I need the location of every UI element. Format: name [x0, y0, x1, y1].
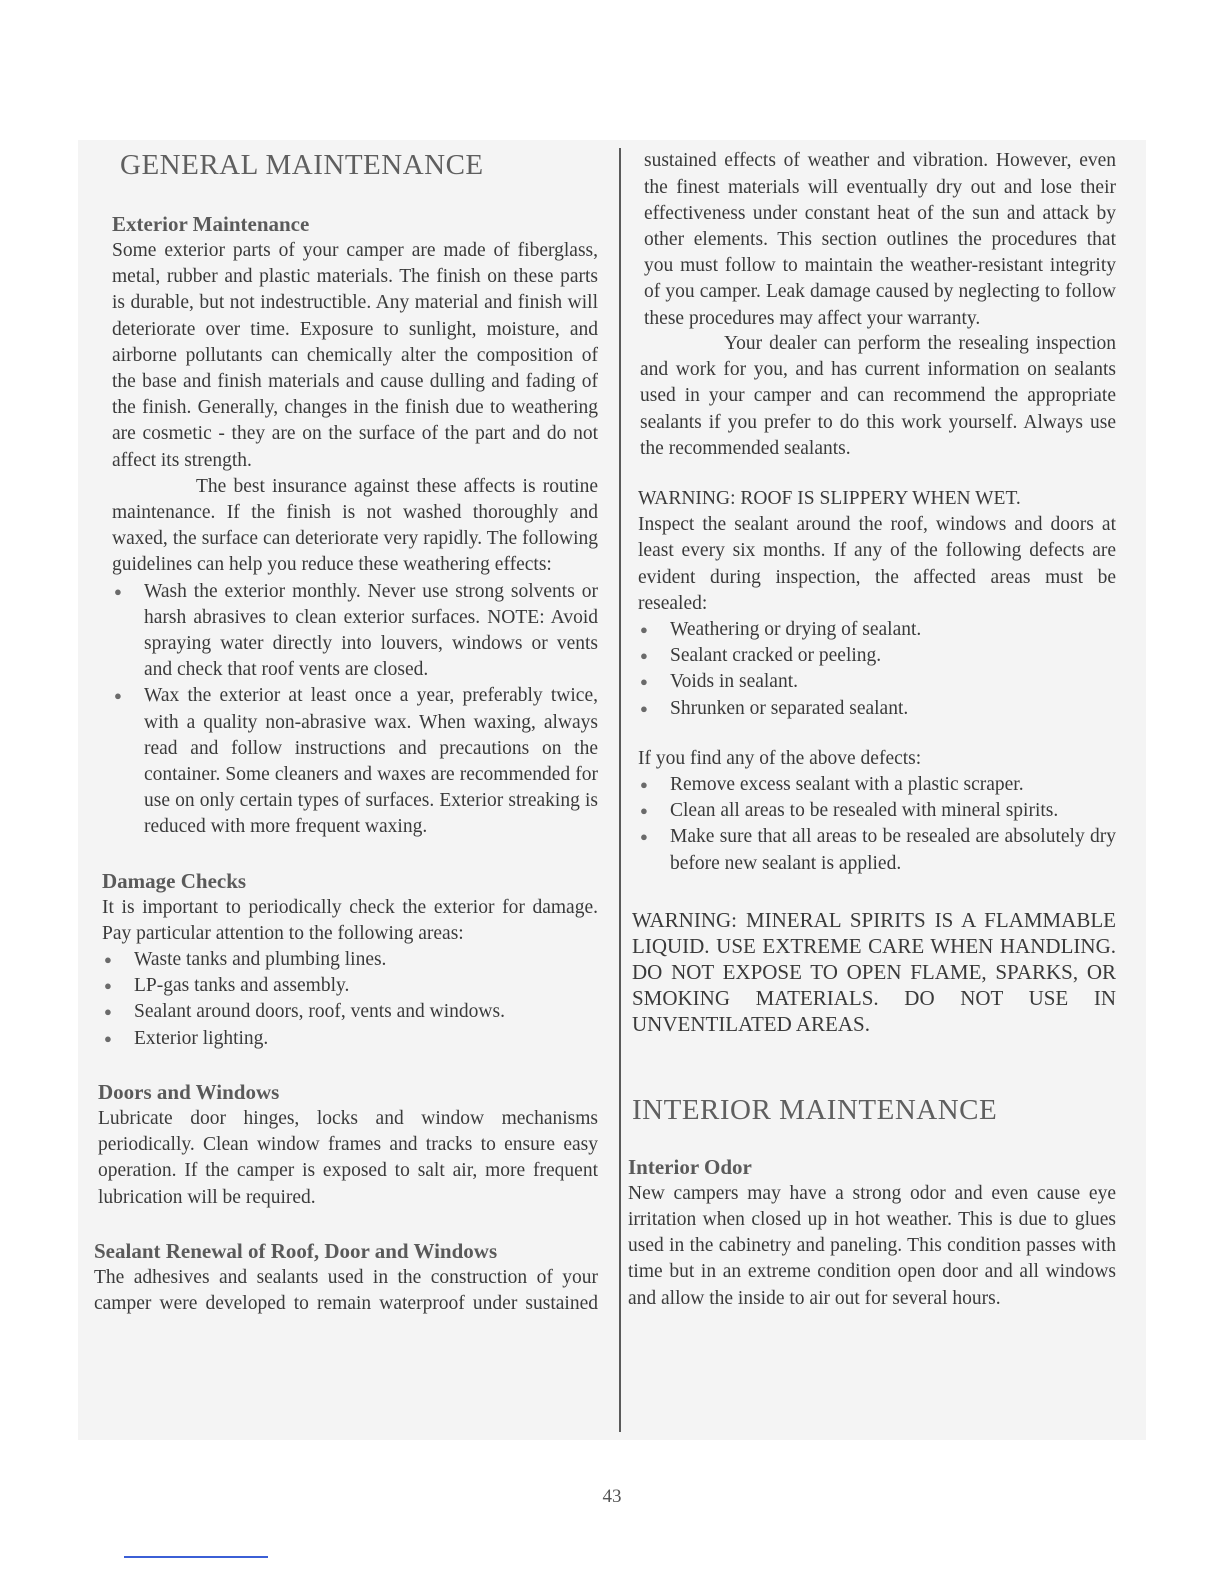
- bullet-icon: ●: [114, 688, 122, 704]
- bullet-icon: ●: [640, 829, 648, 845]
- interior-odor-section: [628, 1153, 1116, 1312]
- sealant-renewal-paragraph-2: Your dealer can perform the resealing inspection and work for you, and has current information on sealants used in your camper and can recommend the appropriate sealants if you prefer to do this work yourself. Always use the recommended sealants.: [640, 333, 1116, 459]
- bullet-icon: ●: [104, 1030, 112, 1046]
- bullet-icon: ●: [114, 583, 122, 599]
- exterior-paragraph-2: The best insurance against these affects is routine maintenance. If the finish is not washed thoroughly and waxed, the surface can deteriorate very rapidly. The following guidelines can help you reduce these weathering effects:: [112, 475, 598, 576]
- bullet-icon: ●: [104, 1004, 112, 1020]
- defects-bullet-list: [638, 617, 1116, 722]
- doors-windows-section: [98, 1078, 598, 1211]
- damage-paragraph: It is important to periodically check the exterior for damage. Pay particular attention to the following areas:: [102, 896, 598, 944]
- page-number: 43: [602, 1486, 622, 1507]
- repair-bullet-list: [638, 772, 1116, 877]
- bullet-icon: ●: [640, 674, 648, 690]
- left-column: [94, 148, 598, 1317]
- roof-warning-paragraph: Inspect the sealant around the roof, windows and doors at least every six months. If any of the following defects are evident during inspection, the affected areas must be resealed:: [638, 514, 1116, 614]
- general-maintenance-title: GENERAL MAINTENANCE: [120, 149, 484, 181]
- interior-odor-heading: Interior Odor: [628, 1154, 752, 1179]
- bullet-icon: ●: [640, 700, 648, 716]
- footer-rule: [124, 1556, 268, 1558]
- doors-windows-paragraph: Lubricate door hinges, locks and window mechanisms periodically. Clean window frames and tracks to ensure easy operation. If the camper is exposed to salt air, more frequent lubrication will be required.: [98, 1107, 598, 1208]
- exterior-maintenance-section: [112, 210, 598, 841]
- list-item: ● Voids in sealant.: [638, 669, 1116, 695]
- roof-warning-title: WARNING: ROOF IS SLIPPERY WHEN WET.: [638, 488, 1021, 510]
- bullet-icon: ●: [640, 648, 648, 664]
- damage-checks-heading: Damage Checks: [102, 868, 247, 893]
- sealant-renewal-paragraph-1: The adhesives and sealants used in the construction of your camper were developed to remain waterproof under sustained: [94, 1266, 598, 1314]
- defects-followup-paragraph: If you find any of the above defects:: [638, 747, 922, 769]
- bullet-icon: ●: [104, 952, 112, 968]
- interior-odor-paragraph: New campers may have a strong odor and even cause eye irritation when closed up in hot weather. This is due to glues used in the cabinetry and paneling. This condition passes with time but in an extreme condition open door and all windows and allow the inside to air out for several hours.: [628, 1182, 1116, 1309]
- roof-warning-section: [638, 486, 1116, 877]
- right-column: [628, 148, 1116, 1312]
- exterior-paragraph-1: Some exterior parts of your camper are made of fiberglass, metal, rubber and plastic materials. The finish on these parts is durable, but not indestructible. Any material and finish will deteriorate over time. Exposure to sunlight, moisture, and airborne pollutants can chemically alter the composition of the base and finish materials and cause dulling and fading of the finish. Generally, changes in the finish due to weathering are cosmetic - they are on the surface of the part and do not affect its strength.: [112, 240, 598, 471]
- list-item: ● Remove excess sealant with a plastic scraper.: [638, 772, 1116, 798]
- list-item: ● Weathering or drying of sealant.: [638, 617, 1116, 643]
- list-item: ● Wash the exterior monthly. Never use strong solvents or harsh abrasives to clean exterior surfaces. NOTE: Avoid spraying water directly into louvers, windows or vents and check that roof vents are closed.: [114, 580, 598, 681]
- list-item: ● Clean all areas to be resealed with mineral spirits.: [638, 798, 1116, 824]
- column-divider: [619, 148, 621, 1432]
- damage-checks-section: [102, 867, 598, 1052]
- list-item: ● Waste tanks and plumbing lines.: [102, 947, 598, 973]
- sealant-renewal-section: [94, 1237, 598, 1317]
- exterior-bullet-list: [112, 579, 598, 841]
- interior-maintenance-title: INTERIOR MAINTENANCE: [632, 1093, 998, 1126]
- list-item: ● Sealant around doors, roof, vents and windows.: [102, 999, 598, 1025]
- bullet-icon: ●: [640, 777, 648, 793]
- list-item: ● Wax the exterior at least once a year, preferably twice, with a quality non-abrasive wax. When waxing, always read and follow instructions and precautions on the container. Some cleaners and waxes are recommended for use on only certain types of surfaces. Exterior streaking is reduced with more frequent waxing.: [114, 685, 598, 838]
- bullet-icon: ●: [640, 622, 648, 638]
- sealant-renewal-heading: Sealant Renewal of Roof, Door and Windows: [94, 1238, 498, 1263]
- doors-windows-heading: Doors and Windows: [98, 1079, 280, 1104]
- bullet-icon: ●: [640, 803, 648, 819]
- sealant-continued: [644, 148, 1116, 331]
- list-item: ● Sealant cracked or peeling.: [638, 643, 1116, 669]
- list-item: ● Exterior lighting.: [102, 1026, 598, 1052]
- bullet-icon: ●: [104, 978, 112, 994]
- list-item: ● Shrunken or separated sealant.: [638, 696, 1116, 722]
- mineral-spirits-warning: WARNING: MINERAL SPIRITS IS A FLAMMABLE LIQUID. USE EXTREME CARE WHEN HANDLING. DO NOT EXPOSE TO OPEN FLAME, SPARKS, OR SMOKING MATERIALS. DO NOT USE IN UNVENTILATED AREAS.: [632, 907, 1116, 1036]
- list-item: ● Make sure that all areas to be resealed are absolutely dry before new sealant is applied.: [640, 826, 1116, 874]
- exterior-maintenance-heading: Exterior Maintenance: [112, 212, 310, 236]
- list-item: ● LP-gas tanks and assembly.: [102, 973, 598, 999]
- sealant-renewal-paragraph-1-continued: sustained effects of weather and vibration. However, even the finest materials will eventually dry out and lose their effectiveness under constant heat of the sun and attack by other elements. This section outlines the procedures that you must follow to maintain the weather-resistant integrity of you camper. Leak damage caused by neglecting to follow these procedures may affect your warranty.: [644, 150, 1116, 329]
- damage-bullet-list: [102, 947, 598, 1052]
